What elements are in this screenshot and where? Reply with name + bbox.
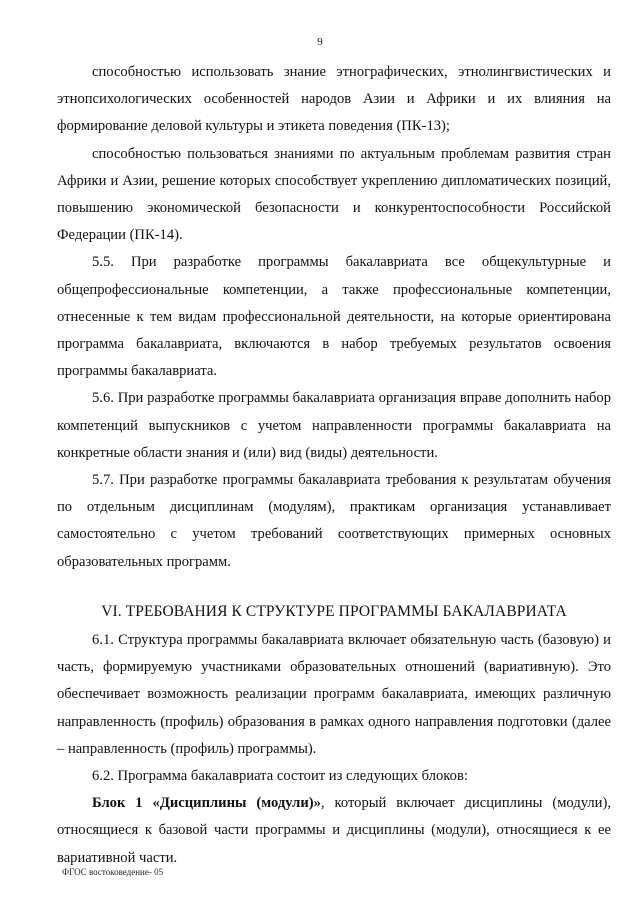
paragraph-block-1 xyxy=(57,790,611,872)
block-1-text: , который включает дисциплины (модули), относящиеся к базовой части программы и дисциплины (модули), относящиеся к ее вариативной части. xyxy=(57,795,611,866)
document-body xyxy=(57,59,611,872)
section-gap xyxy=(57,576,611,598)
block-1-title: Блок 1 «Дисциплины (модули)» xyxy=(92,795,321,812)
paragraph-pk13: способностью использовать знание этнографических, этнолингвистических и этнопсихологических особенностей народов Азии и Африки и их влияния на формирование деловой культуры и этикета поведения (ПК-13); xyxy=(57,64,611,135)
section-heading: VI. ТРЕБОВАНИЯ К СТРУКТУРЕ ПРОГРАММЫ БАКАЛАВРИАТА xyxy=(101,602,567,620)
paragraph-pk14: способностью пользоваться знаниями по актуальным проблемам развития стран Африки и Азии, решение которых способствует укреплению дипломатических позиций, повышению экономической безопасности и конкурентоспособности Российской Федерации (ПК-14). xyxy=(57,145,611,244)
paragraph-5-6: 5.6. При разработке программы бакалавриата организация вправе дополнить набор компетенций выпускников с учетом направленности программы бакалавриата на конкретные области знания и (или) вид (виды) деятельности. xyxy=(57,390,611,461)
page-number: 9 xyxy=(317,36,323,48)
paragraph-6-1: 6.1. Структура программы бакалавриата включает обязательную часть (базовую) и часть, формируемую участниками образовательных отношений (вариативную). Это обеспечивает возможность реализации программ бакалавриата, имеющих различную направленность (профиль) образования в рамках одного направления подготовки (далее – направленность (профиль) программы). xyxy=(57,632,611,757)
paragraph-5-7: 5.7. При разработке программы бакалавриата требования к результатам обучения по отдельным дисциплинам (модулям), практикам организация устанавливает самостоятельно с учетом требований соответствующих примерных основных образовательных программ. xyxy=(57,472,611,570)
paragraph-6-2: 6.2. Программа бакалавриата состоит из следующих блоков: xyxy=(92,768,468,785)
footer-label: ФГОС востоковедение- 05 xyxy=(62,867,164,877)
paragraph-5-5: 5.5. При разработке программы бакалавриата все общекультурные и общепрофессиональные компетенции, а также профессиональные компетенции, отнесенные к тем видам профессиональной деятельности, на которые ориентирована программа бакалавриата, включаются в набор требуемых результатов освоения программы бакалавриата. xyxy=(57,254,611,380)
